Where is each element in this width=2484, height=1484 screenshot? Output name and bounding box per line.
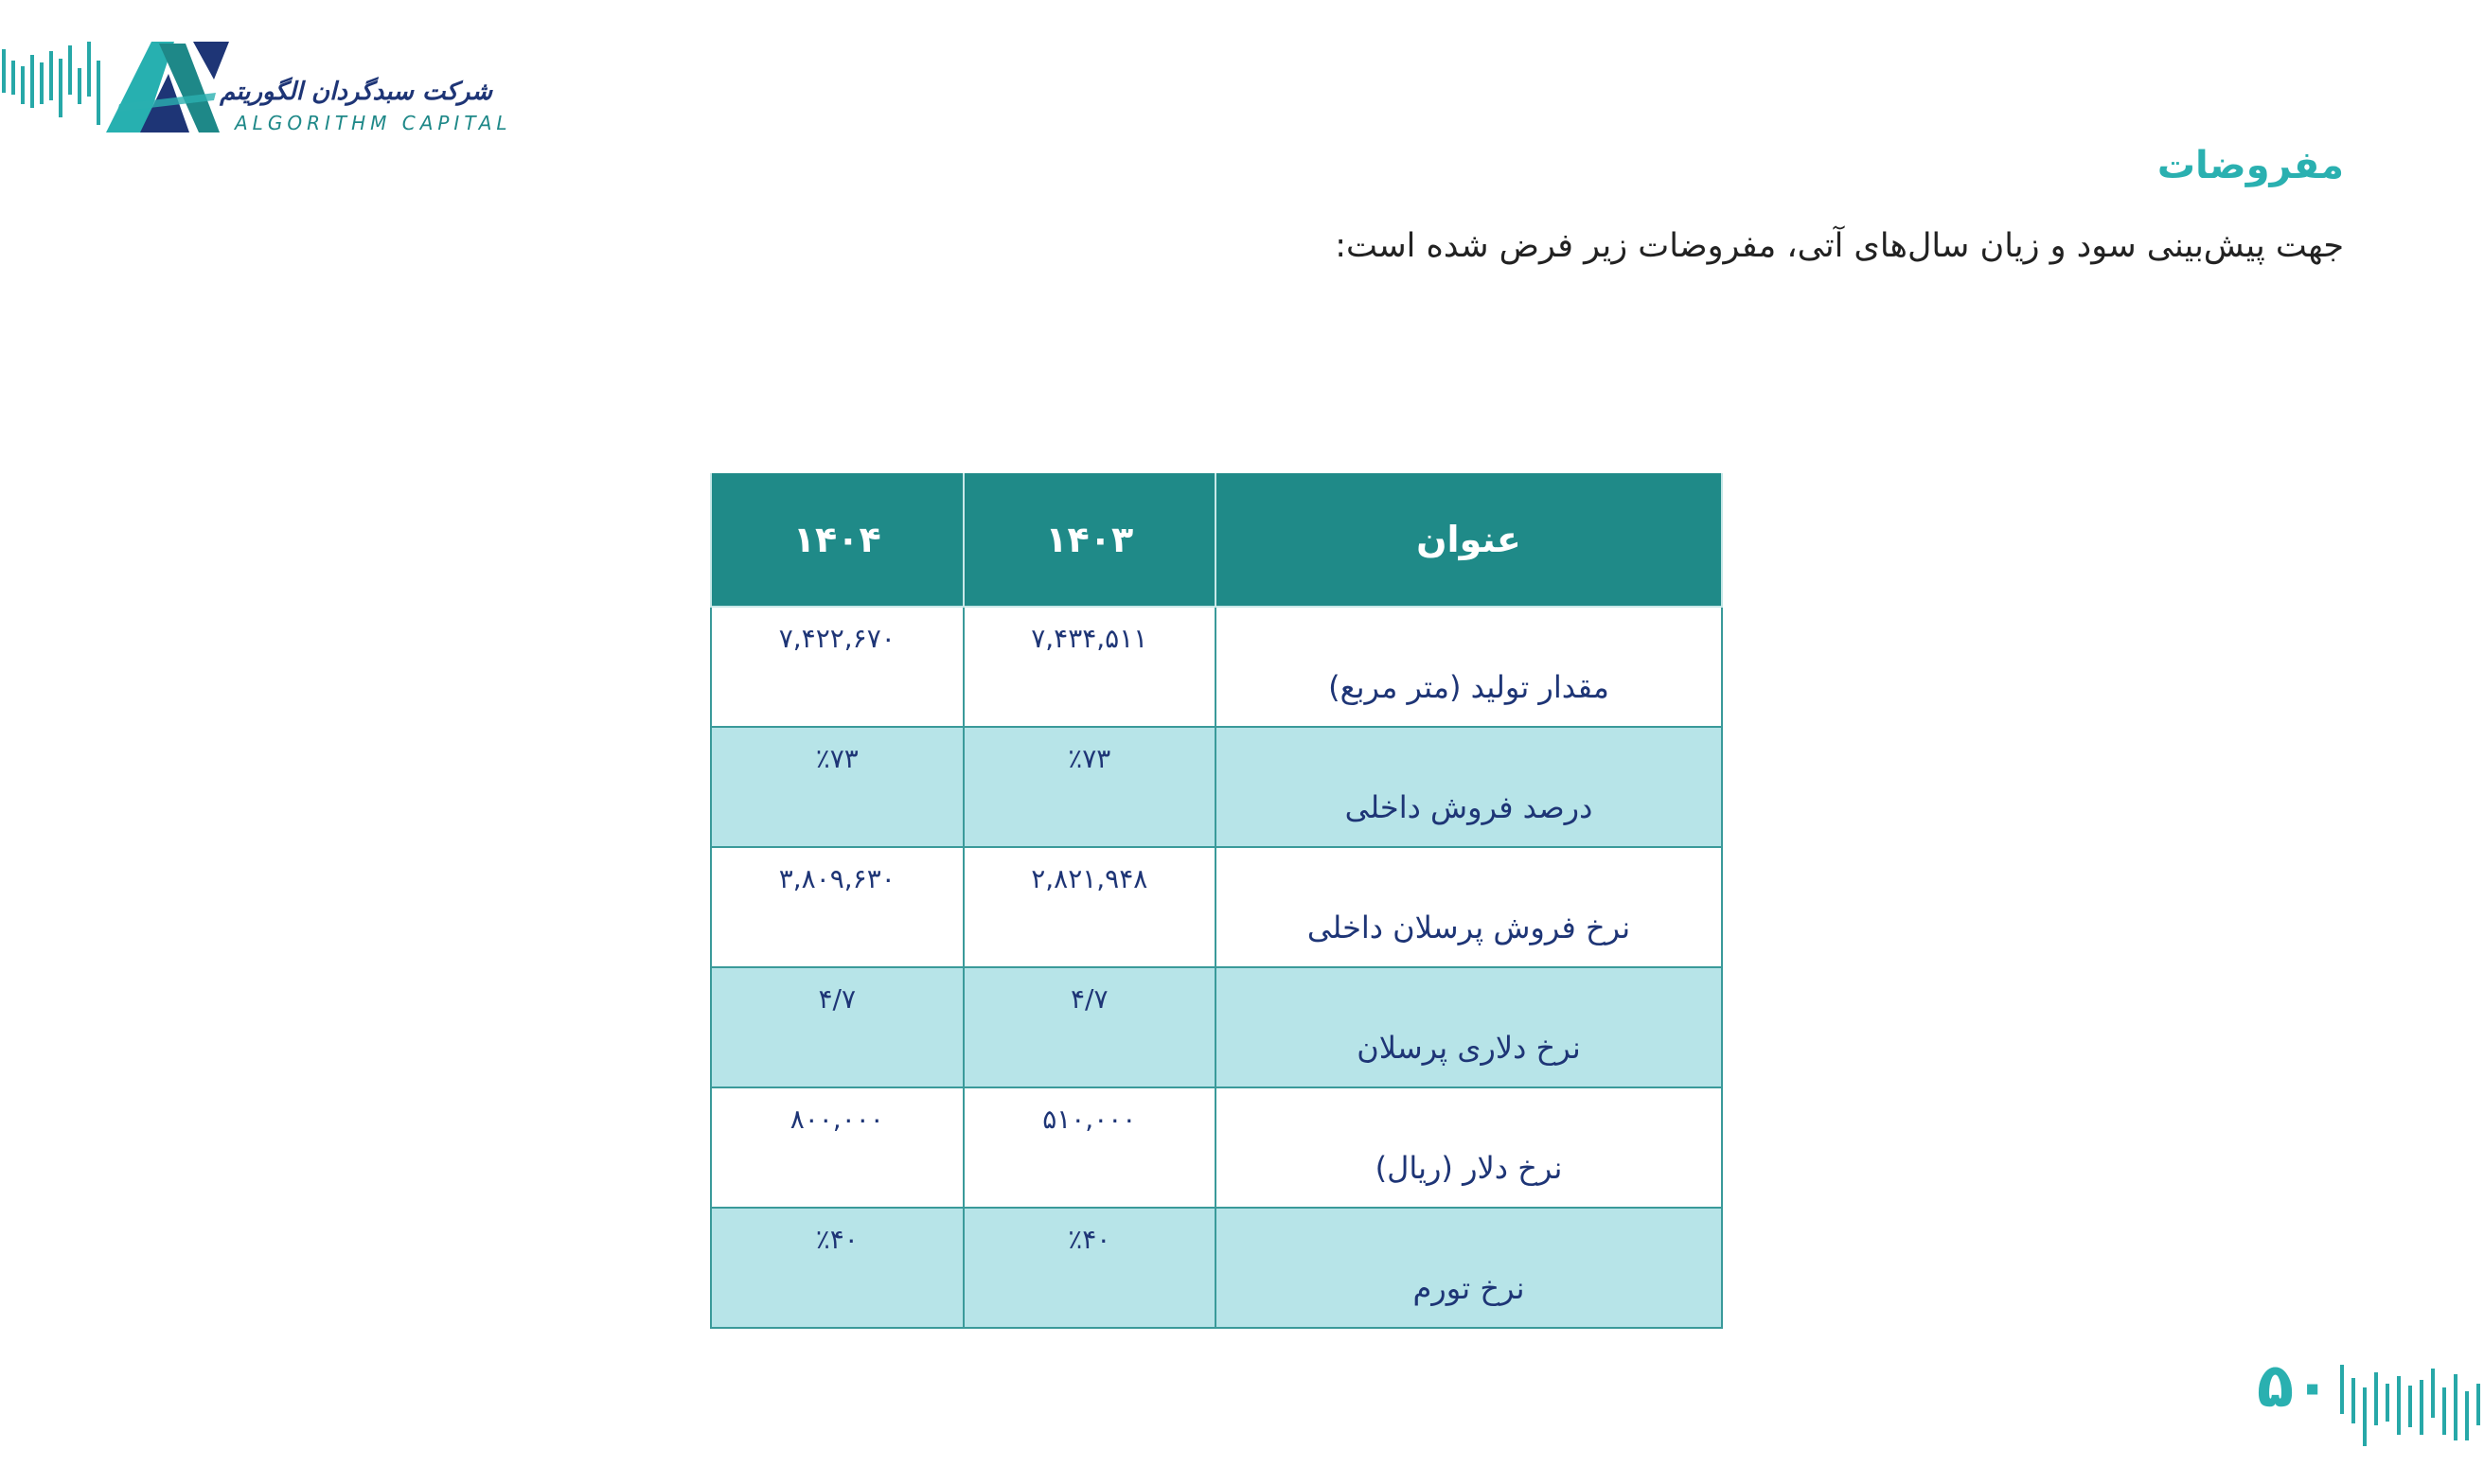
table-row [711, 967, 1722, 1087]
value-1403: ٪۷۳ [964, 727, 1215, 847]
row-label: مقدار تولید (متر مربع) [1215, 607, 1722, 727]
logo-english-name: ALGORITHM CAPITAL [235, 112, 512, 134]
value-1404: ۳,۸۰۹,۶۳۰ [711, 847, 964, 967]
value-1403: ۴/۷ [964, 967, 1215, 1087]
value-1404: ٪۷۳ [711, 727, 964, 847]
assumptions-table [710, 473, 1723, 1329]
table-row [711, 1087, 1722, 1208]
value-1403: ۲,۸۲۱,۹۴۸ [964, 847, 1215, 967]
row-label: درصد فروش داخلی [1215, 727, 1722, 847]
value-1404: ٪۴۰ [711, 1208, 964, 1328]
value-1404: ۷,۴۲۲,۶۷۰ [711, 607, 964, 727]
company-logo [0, 34, 512, 140]
value-1403: ٪۴۰ [964, 1208, 1215, 1328]
page-number: ۵۰ [2257, 1352, 2332, 1422]
header-1404: ۱۴۰۴ [711, 473, 964, 607]
sound-bars-icon [2338, 1359, 2480, 1456]
header-1403: ۱۴۰۳ [964, 473, 1215, 607]
table-row [711, 1208, 1722, 1328]
value-1404: ۸۰۰,۰۰۰ [711, 1087, 964, 1208]
table-row [711, 607, 1722, 727]
value-1404: ۴/۷ [711, 967, 964, 1087]
row-label: نرخ فروش پرسلان داخلی [1215, 847, 1722, 967]
row-label: نرخ دلار (ریال) [1215, 1087, 1722, 1208]
intro-text: جهت پیش‌بینی سود و زیان سال‌های آتی، مفروضات زیر فرض شده است: [1335, 227, 2344, 265]
table-row [711, 847, 1722, 967]
table-header-row [711, 473, 1722, 607]
value-1403: ۷,۴۳۴,۵۱۱ [964, 607, 1215, 727]
table-row [711, 727, 1722, 847]
row-label: نرخ دلاری پرسلان [1215, 967, 1722, 1087]
algorithm-a-logo-icon [102, 38, 235, 134]
row-label: نرخ تورم [1215, 1208, 1722, 1328]
section-heading: مفروضات [2156, 144, 2344, 187]
sound-bars-icon [0, 34, 106, 132]
value-1403: ۵۱۰,۰۰۰ [964, 1087, 1215, 1208]
header-title: عنوان [1215, 473, 1722, 607]
logo-persian-name: شرکت سبدگردان الگوریتم [220, 78, 492, 106]
